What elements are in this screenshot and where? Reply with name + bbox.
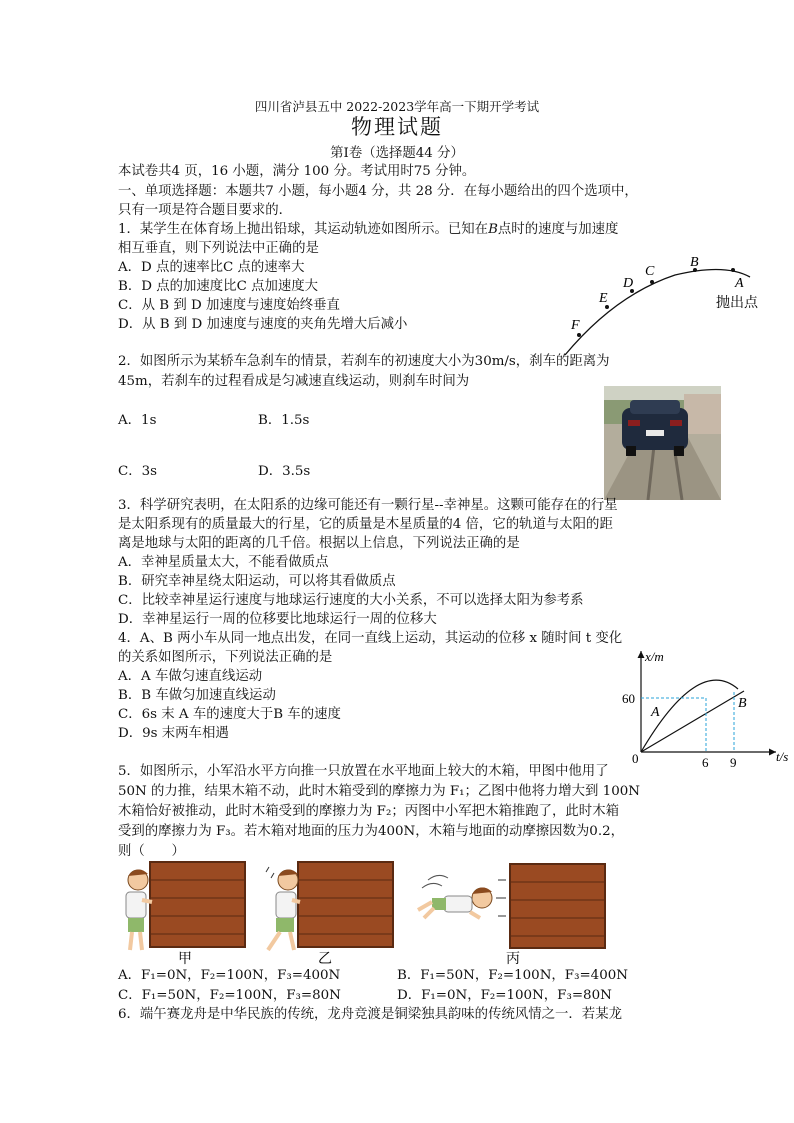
- q4-option-d[interactable]: D．9s 末两车相遇: [118, 726, 229, 741]
- q2-stem-line2: 45m，若刹车的过程看成是匀减速直线运动，则刹车时间为: [118, 374, 470, 389]
- q4-stem-line1: 4．A、B 两小车从同一地点出发，在同一直线上运动，其运动的位移 x 随时间 t 变化: [118, 631, 623, 646]
- t-axis-unit-label: t/s: [776, 749, 789, 764]
- q2-stem-line1: 2．如图所示为某轿车急刹车的情景，若刹车的初速度大小为30m/s，刹车的距离为: [118, 354, 610, 369]
- braking-car-photo: [604, 386, 721, 500]
- point-d-label: D: [623, 276, 634, 291]
- q4-stem-line2: 的关系如图所示，下列说法正确的是: [118, 650, 333, 665]
- q4-option-b[interactable]: B．B 车做匀加速直线运动: [118, 688, 276, 703]
- tick-6: 6: [702, 755, 709, 770]
- tick-60: 60: [622, 691, 635, 706]
- section-heading-line1: 一、单项选择题：本题共7 小题，每小题4 分，共 28 分．在每小题给出的四个选项中，: [118, 184, 638, 199]
- q1-option-c[interactable]: C．从 B 到 D 加速度与速度始终垂直: [118, 298, 340, 313]
- q2-option-c[interactable]: C．3s: [118, 464, 158, 479]
- q3-option-d[interactable]: D．幸神星运行一周的位移要比地球运行一周的位移大: [118, 612, 437, 627]
- origin-label: 0: [632, 751, 639, 766]
- q5-stem-line5: 则（ ）: [118, 844, 185, 859]
- pushing-box-illustration: [118, 852, 618, 970]
- figure-label-bing: 丙: [506, 952, 520, 967]
- q2-option-b[interactable]: B．1.5s: [258, 413, 310, 428]
- point-e-label: E: [599, 291, 608, 306]
- q5-option-d[interactable]: D．F₁=0N，F₂=100N，F₃=80N: [397, 988, 612, 1003]
- q3-option-a[interactable]: A．幸神星质量太大，不能看做质点: [118, 555, 329, 570]
- q1-stem-line1: 1．某学生在体育场上抛出铅球，其运动轨迹如图所示。已知在B点时的速度与加速度: [118, 222, 619, 237]
- q3-stem-line2: 是太阳系现有的质量最大的行星，它的质量是木星质量的4 倍，它的轨道与太阳的距: [118, 517, 613, 532]
- scene-yi: [266, 862, 393, 950]
- q5-stem-line3: 木箱恰好被推动，此时木箱受到的摩擦力为 F₂；丙图中小军把木箱推跑了，此时木箱: [118, 804, 619, 819]
- q5-option-a[interactable]: A．F₁=0N，F₂=100N，F₃=400N: [118, 968, 341, 983]
- section-heading-line2: 只有一项是符合题目要求的．: [118, 203, 293, 218]
- q5-option-c[interactable]: C．F₁=50N，F₂=100N，F₃=80N: [118, 988, 341, 1003]
- q2-option-a[interactable]: A．1s: [118, 413, 157, 428]
- page-title: 物理试题: [351, 115, 443, 139]
- q5-stem-line4: 受到的摩擦力为 F₃。若木箱对地面的压力为400N，木箱与地面的动摩擦因数为0.2，: [118, 824, 624, 839]
- q3-option-c[interactable]: C．比较幸神星运行速度与地球运行速度的大小关系，不可以选择太阳为参考系: [118, 593, 584, 608]
- x-axis-unit-label: x/m: [645, 649, 664, 664]
- part-label: 第Ⅰ卷（选择题44 分）: [330, 146, 464, 161]
- trajectory-figure: [555, 255, 770, 360]
- exam-header: 四川省泸县五中 2022-2023学年高一下期开学考试: [254, 99, 540, 114]
- launch-point-label: 抛出点: [716, 296, 758, 311]
- curve-a-label: A: [651, 705, 660, 720]
- tick-9: 9: [730, 755, 737, 770]
- scene-bing: [418, 864, 605, 948]
- q3-stem-line1: 3．科学研究表明，在太阳系的边缘可能还有一颗行星--幸神星。这颗可能存在的行星: [118, 498, 618, 513]
- q5-option-b[interactable]: B．F₁=50N，F₂=100N，F₃=400N: [397, 968, 628, 983]
- q2-option-d[interactable]: D．3.5s: [258, 464, 311, 479]
- xt-graph: [618, 645, 794, 773]
- q1-stem-line2: 相互垂直，则下列说法中正确的是: [118, 241, 319, 256]
- q6-stem-line1: 6．端午赛龙舟是中华民族的传统，龙舟竞渡是铜梁独具韵味的传统风情之一．若某龙: [118, 1007, 622, 1022]
- point-c-label: C: [645, 264, 655, 279]
- q5-stem-line2: 50N 的力推，结果木箱不动，此时木箱受到的摩擦力为 F₁；乙图中他将力增大到 100N: [118, 784, 640, 799]
- q4-option-c[interactable]: C．6s 末 A 车的速度大于B 车的速度: [118, 707, 341, 722]
- line-b-label: B: [738, 696, 747, 711]
- point-b-label: B: [690, 255, 699, 270]
- q3-stem-line3: 离是地球与太阳的距离的几千倍。根据以上信息，下列说法正确的是: [118, 536, 520, 551]
- exam-info: 本试卷共4 页，16 小题，满分 100 分。考试用时75 分钟。: [118, 164, 476, 179]
- figure-label-jia: 甲: [178, 952, 192, 967]
- scene-jia: [126, 862, 245, 950]
- point-a-label: A: [735, 276, 744, 291]
- q1-option-b[interactable]: B．D 点的加速度比C 点加速度大: [118, 279, 319, 294]
- q4-option-a[interactable]: A．A 车做匀速直线运动: [118, 669, 263, 684]
- q3-option-b[interactable]: B．研究幸神星绕太阳运动，可以将其看做质点: [118, 574, 396, 589]
- point-f-label: F: [571, 318, 580, 333]
- figure-label-yi: 乙: [318, 952, 332, 967]
- q5-stem-line1: 5．如图所示，小军沿水平方向推一只放置在水平地面上较大的木箱，甲图中他用了: [118, 764, 609, 779]
- q1-option-d[interactable]: D．从 B 到 D 加速度与速度的夹角先增大后减小: [118, 317, 408, 332]
- q1-option-a[interactable]: A．D 点的速率比C 点的速率大: [118, 260, 305, 275]
